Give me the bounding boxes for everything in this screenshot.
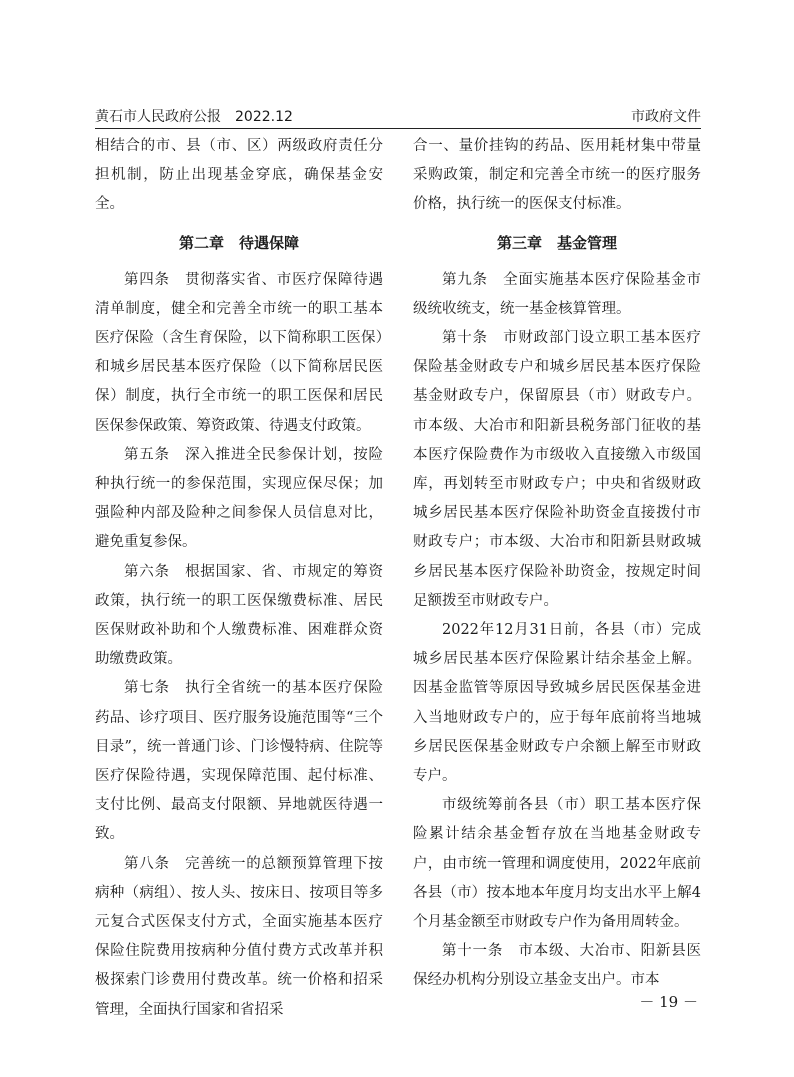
paragraph: 2022年12月31日前，各县（市）完成城乡居民基本医疗保险累计结余基金上解。因基金监管等原因导致城乡居民医保基金进入当地财政专户的，应于每年底前将当地城乡居民医保基金财政专户余额上解至市财政专户。 bbox=[413, 622, 701, 785]
article-10: 第十条 市财政部门设立职工基本医疗保险基金财政专户和城乡居民基本医疗保险基金财政专户，保留原县（市）财政专户。市本级、大冶市和阳新县税务部门征收的基本医疗保险费作为市级收入直接缴入市级国库，再划转至市财政专户；中央和省级财政城乡居民基本医疗保险补助资金直接拨付市财政专户；市本级、大冶市和阳新县财政城乡居民基本医疗保险补助资金，按规定时间足额拨至市财政专户。 bbox=[413, 330, 701, 609]
bulletin-title: 黄石市人民政府公报 2022.12 bbox=[95, 109, 293, 125]
article-9: 第九条 全面实施基本医疗保险基金市级统收统支，统一基金核算管理。 bbox=[413, 271, 701, 317]
article-4: 第四条 贯彻落实省、市医疗保障待遇清单制度，健全和完善全市统一的职工基本医疗保险（含生育保险，以下简称职工医保）和城乡居民基本医疗保险（以下简称居民医保）制度，执行全市统一的职工医保和居民医保参保政策、筹资政策、待遇支付政策。 bbox=[95, 271, 383, 434]
chapter-heading: 第三章 基金管理 bbox=[496, 233, 617, 252]
running-header bbox=[95, 106, 701, 129]
left-column bbox=[95, 132, 383, 1025]
article-7: 第七条 执行全省统一的基本医疗保险药品、诊疗项目、医疗服务设施范围等“三个目录”，统一普通门诊、门诊慢特病、住院等医疗保险待遇，实现保障范围、起付标准、支付比例、最高支付限额、异地就医待遇一致。 bbox=[95, 680, 383, 843]
article-5: 第五条 深入推进全民参保计划，按险种执行统一的参保范围，实现应保尽保；加强险种内部及险种之间参保人员信息对比，避免重复参保。 bbox=[95, 446, 383, 551]
page-number: － 19 － bbox=[639, 993, 698, 1011]
article-11: 第十一条 市本级、大冶市、阳新县医保经办机构分别设立基金支出户。市本 bbox=[413, 943, 701, 989]
article-6: 第六条 根据国家、省、市规定的筹资政策，执行统一的职工医保缴费标准、居民医保财政补助和个人缴费标准、困难群众资助缴费政策。 bbox=[95, 563, 383, 668]
section-label: 市政府文件 bbox=[631, 109, 701, 125]
paragraph: 相结合的市、县（市、区）两级政府责任分担机制，防止出现基金穿底，确保基金安全。 bbox=[95, 138, 383, 213]
article-8: 第八条 完善统一的总额预算管理下按病种（病组）、按人头、按床日、按项目等多元复合式医保支付方式，全面实施基本医疗保险住院费用按病种分值付费方式改革并积极探索门诊费用付费改革。统一价格和招采管理，全面执行国家和省招采 bbox=[95, 855, 383, 1018]
paragraph: 市级统筹前各县（市）职工基本医疗保险累计结余基金暂存放在当地基金财政专户，由市统一管理和调度使用，2022年底前各县（市）按本地本年度月均支出水平上解4个月基金额至市财政专户作为备用周转金。 bbox=[413, 797, 701, 931]
paragraph: 合一、量价挂钩的药品、医用耗材集中带量采购政策，制定和完善全市统一的医疗服务价格，执行统一的医保支付标准。 bbox=[413, 138, 701, 213]
right-column bbox=[413, 132, 701, 996]
chapter-heading: 第二章 待遇保障 bbox=[178, 233, 299, 252]
